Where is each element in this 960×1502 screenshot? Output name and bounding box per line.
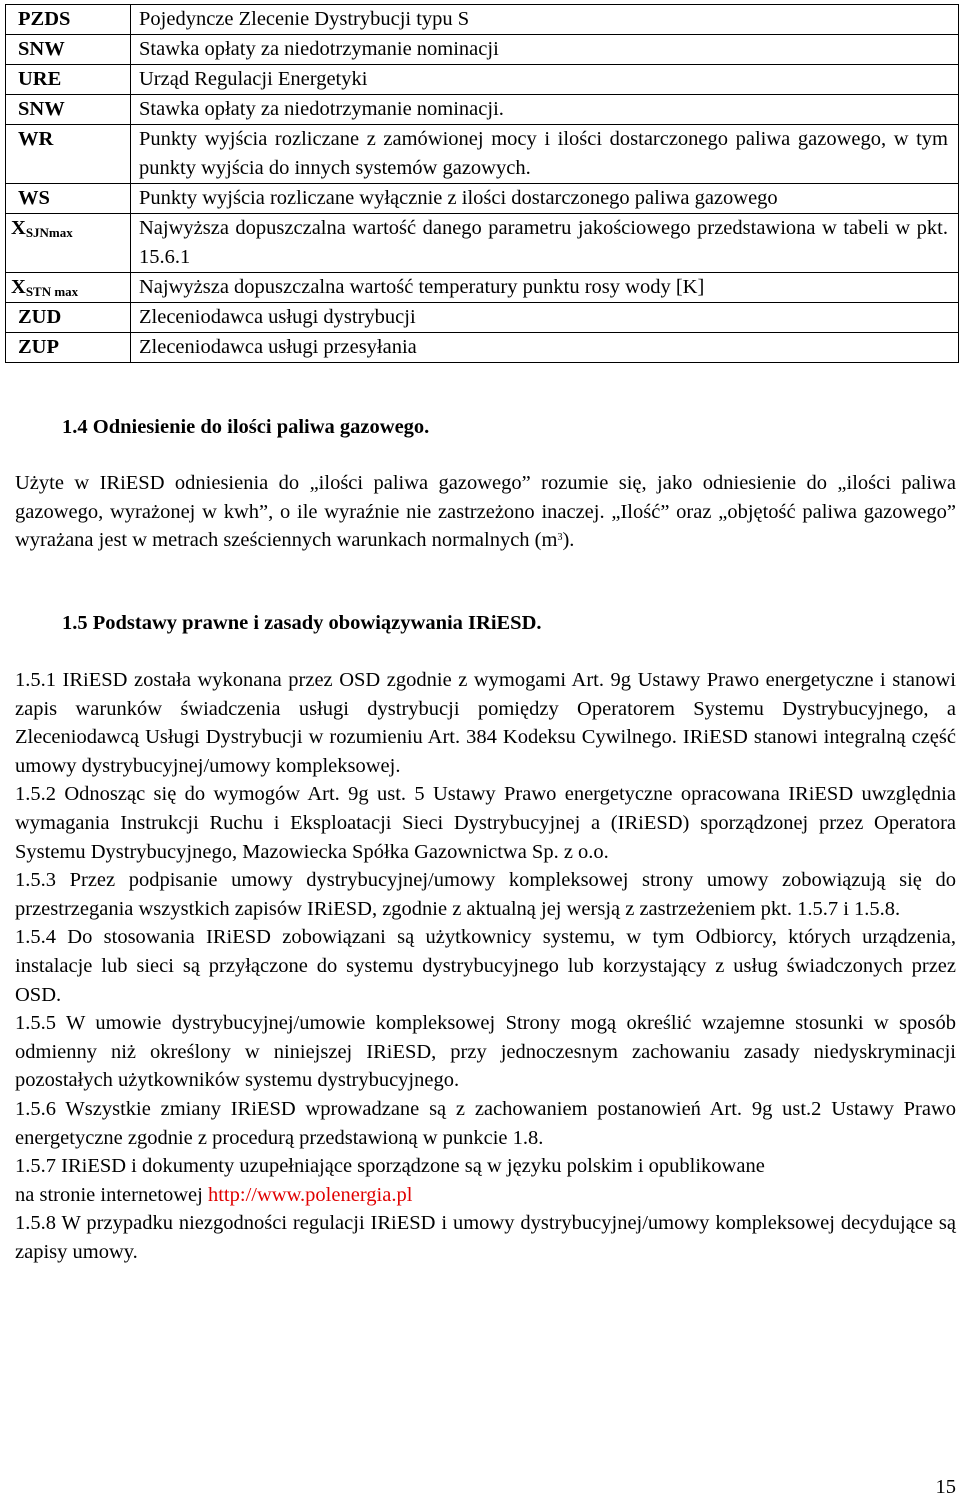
paragraph-1-5-6: 1.5.6 Wszystkie zmiany IRiESD wprowadzane są z zachowaniem postanowień Art. 9g ust.2 Ustawy Prawo energetyczne zgodnie z procedurą przedstawioną w punkcie 1.8.	[15, 1097, 956, 1149]
table-row	[6, 5, 959, 35]
paragraph-text: Użyte w IRiESD odniesienia do „ilości paliwa gazowego” rozumie się, jako odniesienie do „ilości paliwa gazowego, wyrażonej w kwh”, o ile wyraźnie nie zastrzeżono inaczej. „Ilość” oraz „objętość paliwa gazowego” wyrażana jest w metrach sześciennych warunkach normalnych (m	[15, 472, 956, 552]
abbreviation-definition: Najwyższa dopuszczalna wartość danego parametru jakościowego przedstawiona w tabeli w pkt. 15.6.1	[131, 214, 959, 273]
abbreviation-term: PZDS	[6, 5, 131, 35]
paragraph-1-5-3: 1.5.3 Przez podpisanie umowy dystrybucyjnej/umowy kompleksowej strony umowy zobowiązują się do przestrzegania wszystkich zapisów IRiESD, zgodnie z aktualną jej wersją z zastrzeżeniem pkt. 1.5.7 i 1.5.8.	[15, 869, 956, 920]
abbreviation-term: URE	[6, 65, 131, 95]
abbreviation-term: ZUD	[6, 303, 131, 333]
table-row	[6, 303, 959, 333]
abbreviation-definition: Punkty wyjścia rozliczane z zamówionej mocy i ilości dostarczonego paliwa gazowego, w tym punkty wyjścia do innych systemów gazowych.	[131, 125, 959, 184]
table-row	[6, 214, 959, 273]
abbreviation-term: SNW	[6, 35, 131, 65]
table-row	[6, 35, 959, 65]
abbreviation-term-main: X	[11, 217, 26, 239]
abbreviation-term	[6, 273, 131, 303]
table-row	[6, 65, 959, 95]
abbreviation-definition: Stawka opłaty za niedotrzymanie nominacji	[131, 35, 959, 65]
abbreviation-definition: Stawka opłaty za niedotrzymanie nominacji.	[131, 95, 959, 125]
paragraph-1-5-5: 1.5.5 W umowie dystrybucyjnej/umowie kompleksowej Strony mogą określić wzajemne stosunki w sposób odmienny niż określony w niniejszej IRiESD, przy jednoczesnym zachowaniu zasady niedyskryminacji pozostałych użytkowników systemu dystrybucyjnego.	[15, 1012, 956, 1092]
abbreviation-definition: Punkty wyjścia rozliczane wyłącznie z ilości dostarczonego paliwa gazowego	[131, 184, 959, 214]
abbreviation-term: ZUP	[6, 333, 131, 363]
paragraph-1-5-7-line2: na stronie internetowej	[15, 1183, 208, 1206]
section-1-5-body	[15, 666, 956, 1266]
table-row	[6, 125, 959, 184]
abbreviation-definition: Najwyższa dopuszczalna wartość temperatury punktu rosy wody [K]	[131, 273, 959, 303]
abbreviations-table	[5, 4, 959, 363]
section-1-4-paragraph	[15, 469, 956, 555]
abbreviation-definition: Pojedyncze Zlecenie Dystrybucji typu S	[131, 5, 959, 35]
abbreviation-term-subscript: SJNmax	[25, 225, 73, 240]
abbreviation-term: WR	[6, 125, 131, 184]
paragraph-text-end: ).	[562, 529, 575, 552]
abbreviation-definition: Urząd Regulacji Energetyki	[131, 65, 959, 95]
page-number: 15	[935, 1476, 956, 1498]
paragraph-1-5-1: 1.5.1 IRiESD została wykonana przez OSD zgodnie z wymogami Art. 9g Ustawy Prawo energetyczne i stanowi zapis warunków świadczenia usługi dystrybucji pomiędzy Operatorem Systemu Dystrybucyjnego, a Zleceniodawcą Usługi Dystrybucji w rozumieniu Art. 384 Kodeksu Cywilnego. IRiESD stanowi integralną część umowy dystrybucyjnej/umowy kompleksowej.	[15, 669, 956, 777]
website-link[interactable]: http://www.polenergia.pl	[207, 1183, 413, 1206]
abbreviation-term-main: X	[11, 276, 26, 298]
paragraph-1-5-7-line1: 1.5.7 IRiESD i dokumenty uzupełniające sporządzone są w języku polskim i opublikowane	[15, 1155, 765, 1178]
paragraph-1-5-8: 1.5.8 W przypadku niezgodności regulacji IRiESD i umowy dystrybucyjnej/umowy kompleksowej decydujące są zapisy umowy.	[15, 1212, 956, 1263]
table-row	[6, 273, 959, 303]
table-row	[6, 333, 959, 363]
abbreviation-term	[6, 214, 131, 273]
superscript: 3	[557, 532, 563, 544]
abbreviation-term: WS	[6, 184, 131, 214]
paragraph-1-5-4: 1.5.4 Do stosowania IRiESD zobowiązani są użytkownicy systemu, w tym Odbiorcy, których urządzenia, instalacje lub sieci są przyłączone do systemu dystrybucyjnego lub korzystający z usług świadczonych przez OSD.	[15, 926, 956, 1006]
section-heading-1-4: 1.4 Odniesienie do ilości paliwa gazowego.	[62, 416, 430, 438]
abbreviation-definition: Zleceniodawca usługi dystrybucji	[131, 303, 959, 333]
abbreviation-definition: Zleceniodawca usługi przesyłania	[131, 333, 959, 363]
paragraph-1-5-2: 1.5.2 Odnosząc się do wymogów Art. 9g ust. 5 Ustawy Prawo energetyczne opracowana IRiESD uwzględnia wymagania Instrukcji Ruchu i Eksploatacji Sieci Dystrybucyjnej a (IRiESD) sporządzonej przez Operatora Systemu Dystrybucyjnego, Mazowiecka Spółka Gazownictwa Sp. z o.o.	[15, 783, 956, 863]
abbreviation-term-subscript: STN max	[25, 284, 79, 299]
abbreviation-term: SNW	[6, 95, 131, 125]
table-row	[6, 95, 959, 125]
section-heading-1-5: 1.5 Podstawy prawne i zasady obowiązywania IRiESD.	[62, 612, 542, 634]
table-row	[6, 184, 959, 214]
paragraph-1-5-7	[15, 1152, 956, 1209]
